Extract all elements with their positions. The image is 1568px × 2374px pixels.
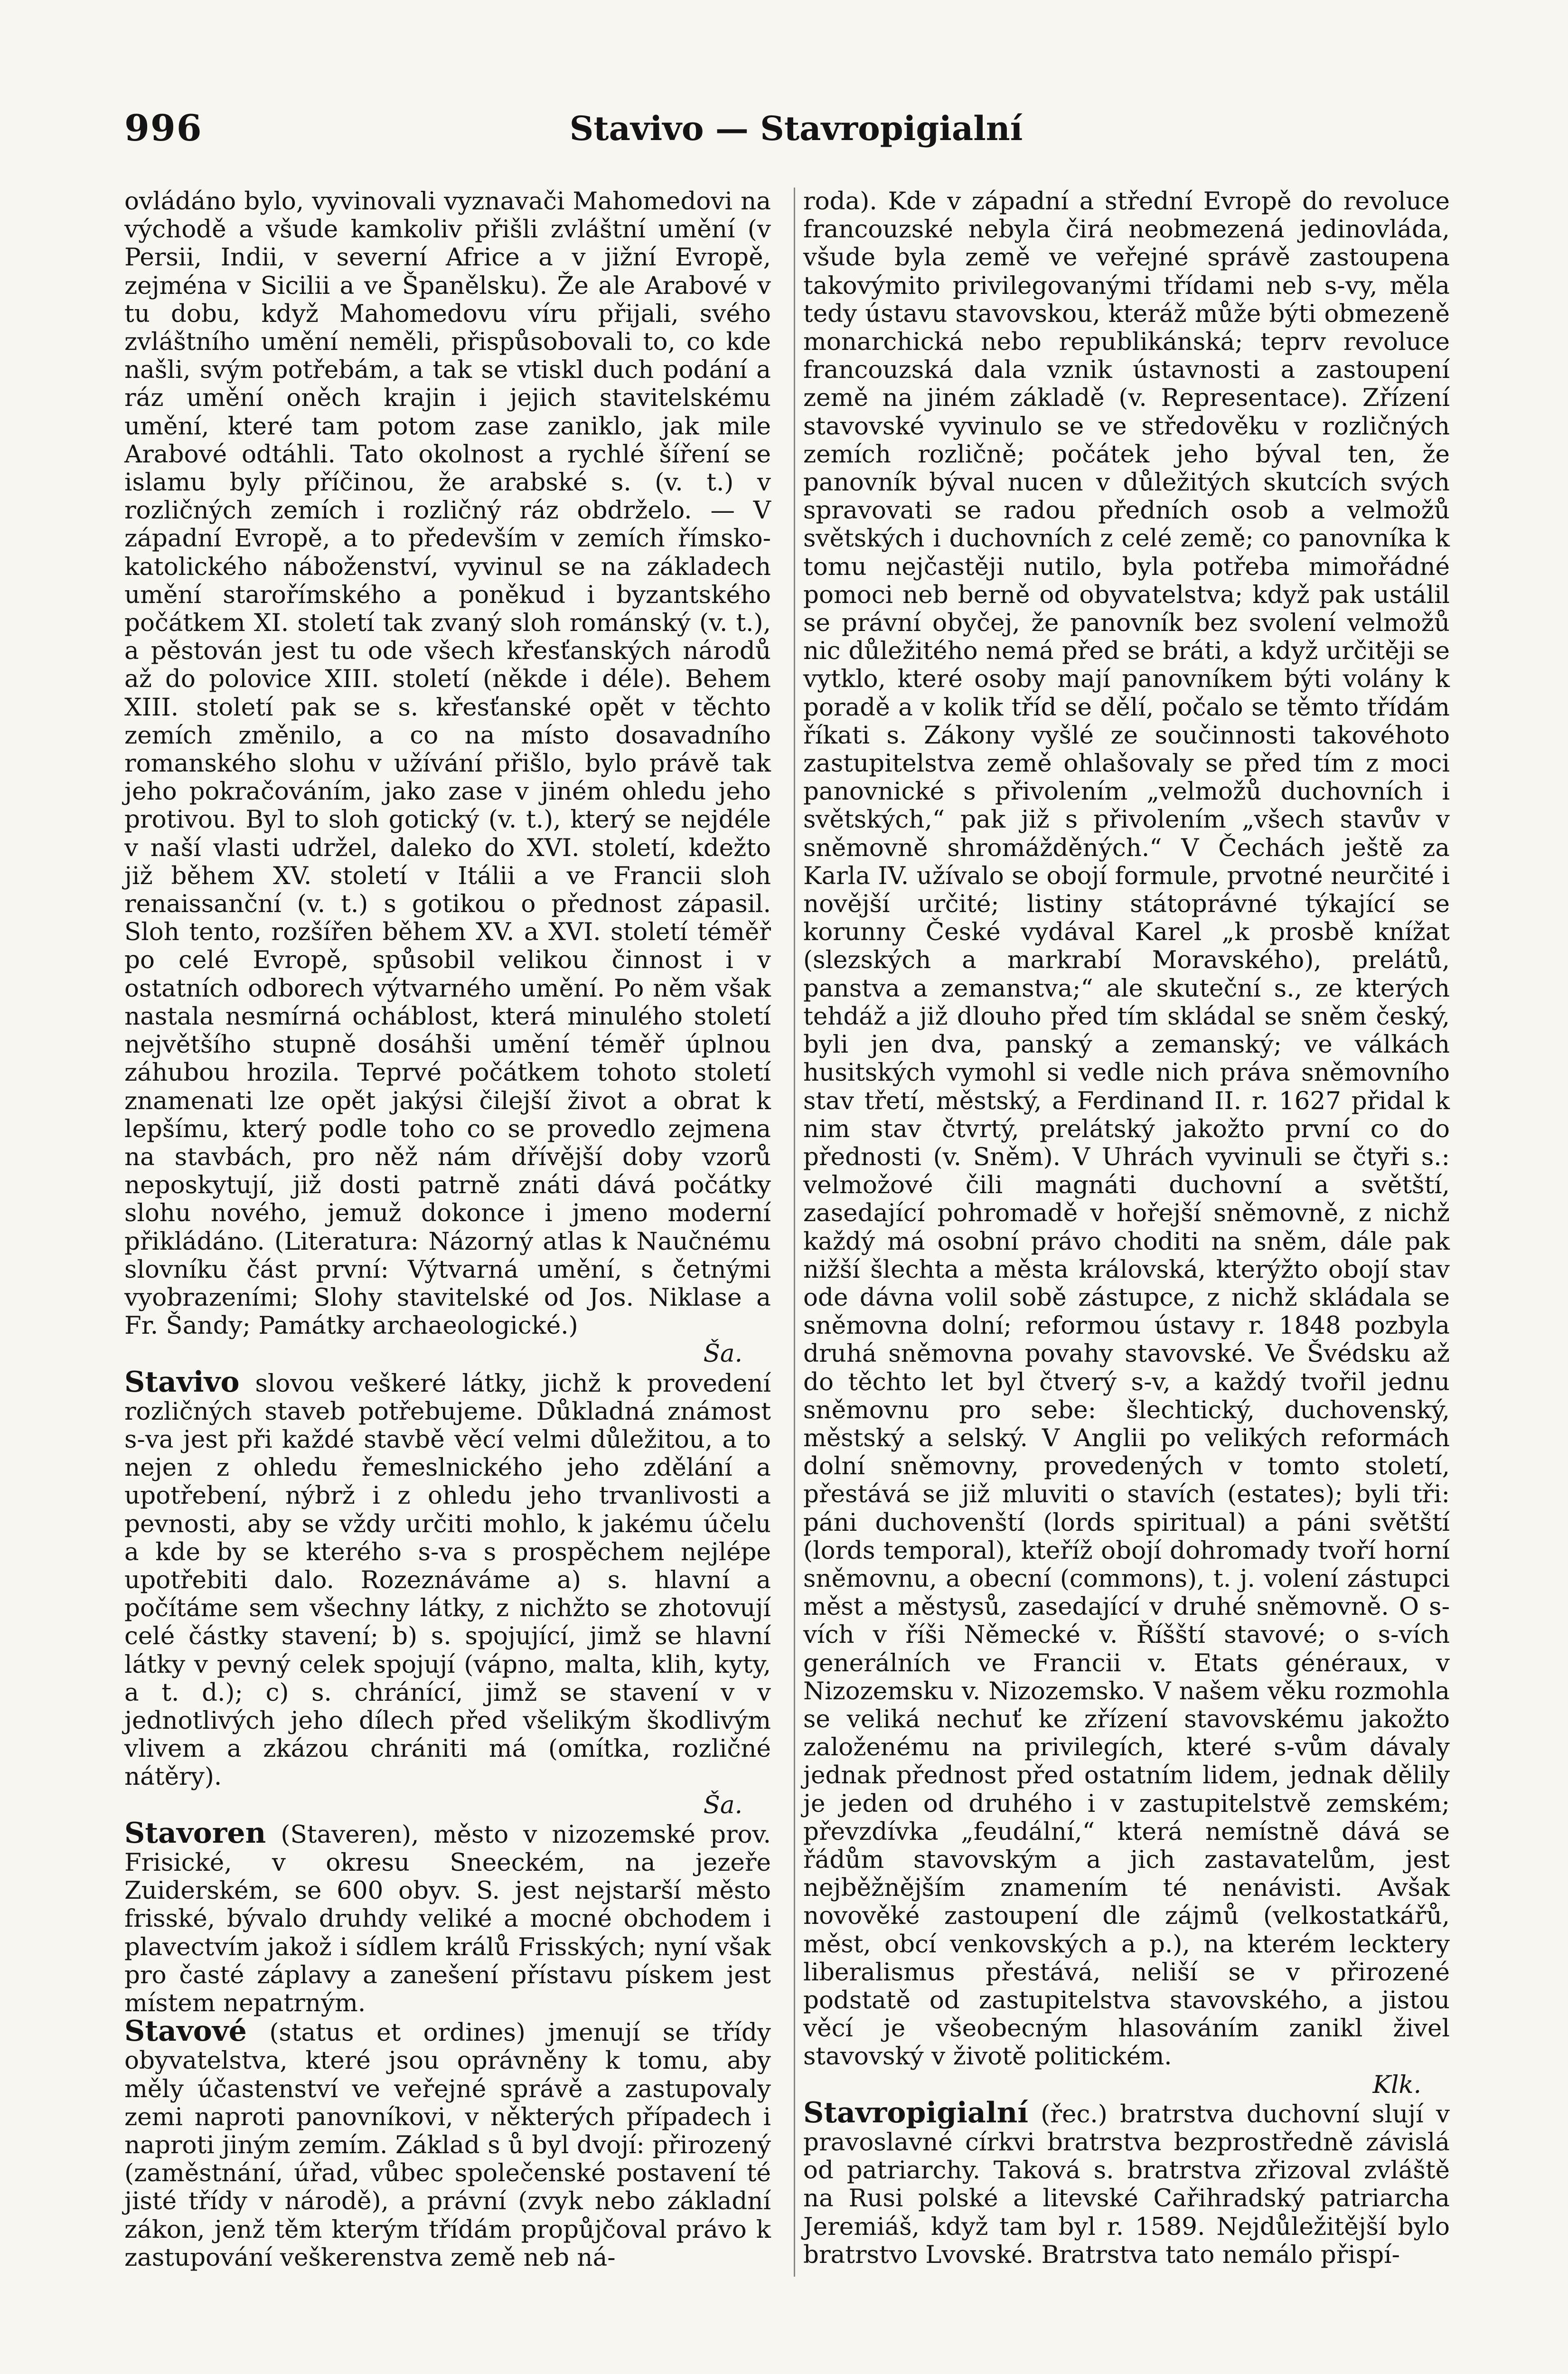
page-header: [124, 107, 1468, 159]
entry-stavove: [124, 2017, 771, 2272]
entry-stavove-continuation: [803, 188, 1450, 2099]
author-signature: Ša.: [703, 1339, 742, 1368]
entry-title-stavoren: Stavoren: [124, 1816, 266, 1850]
left-column: [124, 188, 771, 2272]
author-signature: Ša.: [703, 1790, 742, 1819]
entry-title-stavropigialni: Stavropigialní: [803, 2096, 1028, 2129]
entry-stavropigialni: [803, 2096, 1450, 2269]
right-column: [803, 188, 1450, 2269]
entry-stavoren: [124, 1816, 771, 2017]
column-divider: [794, 188, 795, 2277]
entry-title-stavivo: Stavivo: [124, 1365, 240, 1399]
entry-text-stavivo: slovou veškeré látky, jichž k provedení rozličných staveb potřebujeme. Důkladná známost s-va jest při každé stavbě věcí velmi důležitou, a to nejen z ohledu řemeslnického jeho zdělání a upotřebení, nýbrž i z ohledu jeho trvanlivosti a pevnosti, aby se vždy určiti mohlo, k jakému účelu a kde by se kterého s-va s prospěchem nejlépe upotřebiti dalo. Rozeznáváme a) s. hlavní a počítáme sem všechny látky, z nichžto se zhotovují celé částky stavení; b) s. spojující, jimž se hlavní látky v pevný celek spojují (vápno, malta, klih, kyty, a t. d.); c) s. chránící, jimž se stavení v v jednotlivých jeho dílech před všelikým škodlivým vlivem a zkázou chrániti má (omítka, rozličné nátěry).: [124, 1369, 771, 1791]
entry-text-stavove-continued: roda). Kde v západní a střední Evropě do revoluce francouzské nebyla čirá neobmezená jedinovláda, všude byla země ve veřejné správě zastoupena takovýmito privilegovanými třídami neb s-vy, měla tedy ústavu stavovskou, kteráž může býti obmezeně monarchická nebo republikánská; teprv revoluce francouzská dala vznik ústavnosti a zastoupení země na jiném základě (v. Representace). Zřízení stavovské vyvinulo se ve středověku v rozličných zemích rozličně; počátek jeho býval ten, že panovník býval nucen v důležitých skutcích svých spravovati se radou předních osob a velmožů světských i duchovních z celé země; co panovníka k tomu nejčastěji nutilo, byla potřeba mimořádné pomoci neb berně od obyvatelstva; když pak ustálil se právní obyčej, že panovník bez svolení velmožů nic důležitého nemá před se bráti, a když určitěji se vytklo, které osoby mají panovníkem býti volány k poradě a v kolik tříd se dělí, počalo se těmto třídám říkati s. Zákony vyšlé ze součinnosti takovéhoto zastupitelstva země ohlašovaly se před tím z moci panovnické s přivolením „velmožů duchovních i světských,“ pak již s přivolením „všech stavův v sněmovně shromážděných.“ V Čechách ještě za Karla IV. užívalo se obojí formule, prvotné neurčité i novější určité; listiny státoprávné týkající se korunny České vydával Karel „k prosbě knížat (slezských a markrabí Moravského), prelátů, panstva a zemanstva;“ ale skuteční s., ze kterých tehdáž a již dlouho před tím skládal se sněm český, byli jen dva, panský a zemanský; ve válkách husitských vymohl si vedle nich práva sněmovního stav třetí, městský, a Ferdinand II. r. 1627 přidal k nim stav čtvrtý, prelátský jakožto první co do přednosti (v. Sněm). V Uhrách vyvinuli se čtyři s.: velmožové čili magnáti duchovní a světští, zasedající pohromadě v hořejší sněmovně, z nichž každý má osobní právo choditi na sněm, dále pak nižší šlechta a města královská, kterýžto obojí stav ode dávna volil sobě zástupce, z nichž skládala se sněmovna dolní; reformou ústavy r. 1848 pozbyla druhá sněmovna povahy stavovské. Ve Švédsku až do těchto let byl čtverý s-v, a každý tvořil jednu sněmovnu pro sebe: šlechtický, duchovenský, městský a selský. V Anglii po velikých reformách dolní sněmovny, provedených v tomto století, přestává se již mluviti o stavích (estates); byli tři: páni duchovenští (lords spiritual) a páni světští (lords temporal), kteříž obojí dohromady tvoří horní sněmovnu, a obecní (commons), t. j. volení zástupci měst a městysů, zasedající v druhé sněmovně. O s-vích v říši Německé v. Říšští stavové; o s-vích generálních ve Francii v. Etats généraux, v Nizozemsku v. Nizozemsko. V našem věku rozmohla se veliká nechuť ke zřízení stavovskému jakožto založenému na privilegích, které s-vům dávaly jednak přednost před ostatním lidem, jednak dělily je jeden od druhého i v zastupitelstvě zemském; převzdívka „feudální,“ která nemístně dává se řádům stavovským a jich zastavatelům, jest nejběžnějším znamením té nenávisti. Avšak novověké zastoupení dle zájmů (velkostatkářů, měst, obcí venkovských a p.), na kterém lecktery liberalismus přestává, neliší se v přirozené podstatě od zastupitelstva stavovského, a jistou věcí je všeobecným hlasováním zanikl živel stavovský v životě politickém.: [803, 187, 1450, 2071]
entry-text-stavoren: (Staveren), město v nizozemské prov. Frisické, v okresu Sneeckém, na jezeře Zuiderském, se 600 obyv. S. jest nejstarší město frisské, bývalo druhdy veliké a mocné obchodem i plavectvím jakož i sídlem králů Frisských; nyní však pro časté záplavy a zanešení přístavu pískem jest místem nepatrným.: [124, 1820, 771, 2017]
entry-text-stavove: (status et ordines) jmenují se třídy obyvatelstva, které jsou oprávněny k tomu, aby měly účastenství ve veřejné správě a zastupovaly zemi naproti panovníkovi, v některých případech i naproti jiným zemím. Základ s ů byl dvojí: přirozený (zaměstnání, úřad, vůbec společenské postavení té jisté třídy v národě), a právní (zvyk nebo základní zákon, jenž těm kterým třídám propůjčoval právo k zastupování veškerenstva země neb ná-: [124, 2018, 771, 2272]
entry-title-stavove: Stavové: [124, 2015, 247, 2048]
entry-text-stavropigialni: (řec.) bratrstva duchovní slují v pravoslavné církvi bratrstva bezprostředně závislá od patriarchy. Taková s. bratrstva zřizoval zvláště na Rusi polské a litevské Cařihradský patriarcha Jeremiáš, když tam byl r. 1589. Nejdůležitější bylo bratrstvo Lvovské. Bratrstva tato nemálo přispí-: [803, 2100, 1450, 2269]
entry-stavivo: [124, 1365, 771, 1819]
running-head: Stavivo — Stavropigialní: [569, 109, 1023, 148]
left-paragraph-continuation: [124, 188, 771, 1368]
left-continuation-text: ovládáno bylo, vyvinovali vyznavači Mahomedovi na východě a všude kamkoliv přišli zvláštní umění (v Persii, Indii, v severní Africe a v jižní Evropě, zejména v Sicilii a ve Španělsku). Že ale Arabové v tu dobu, když Mahomedovu víru přijali, svého zvláštního umění neměli, přispůsobovali to, co kde našli, svým potřebám, a tak se vtiskl duch podání a ráz umění oněch krajin i jejich stavitelskému umění, které tam potom zase zaniklo, jak mile Arabové odtáhli. Tato okolnost a rychlé šíření se islamu byly příčinou, že arabské s. (v. t.) v rozličných zemích i rozličný ráz obdrželo. — V západní Evropě, a to především v zemích římsko-katolického náboženství, vyvinul se na základech umění starořímského a poněkud i byzantského počátkem XI. století tak zvaný sloh románský (v. t.), a pěstován jest tu ode všech křesťanských národů až do polovice XIII. století (někde i déle). Behem XIII. století pak se s. křesťanské opět v těchto zemích změnilo, a co na místo dosavadního romanského slohu v užívání přišlo, bylo právě tak jeho pokračováním, jako zase v jiném ohledu jeho protivou. Byl to sloh gotický (v. t.), který se nejdéle v naší vlasti udržel, daleko do XVI. století, kdežto již během XV. století v Itálii a ve Francii sloh renaissanční (v. t.) s gotikou o přednost zápasil. Sloh tento, rozšířen během XV. a XVI. století téměř po celé Evropě, spůsobil velikou činnost i v ostatních odborech výtvarného umění. Po něm však nastala nesmírná ocháblost, která minulého století největšího stupně dosáhši umění téměř úplnou záhubou hrozila. Teprvé počátkem tohoto století znamenati lze opět jakýsi čilejší život a obrat k lepšímu, který podle toho co se provedlo zejmena na stavbách, pro něž nám dřívější doby vzorů neposkytují, již dosti patrně znáti dává počátky slohu nového, jemuž dokonce i jmeno moderní přikládáno. (Literatura: Názorný atlas k Naučnému slovníku část první: Výtvarná umění, s četnými vyobrazeními; Slohy stavitelské od Jos. Niklase a Fr. Šandy; Památky archaeologické.): [124, 187, 771, 1340]
page-number: 996: [124, 107, 203, 149]
author-signature: Klk.: [1372, 2070, 1421, 2099]
